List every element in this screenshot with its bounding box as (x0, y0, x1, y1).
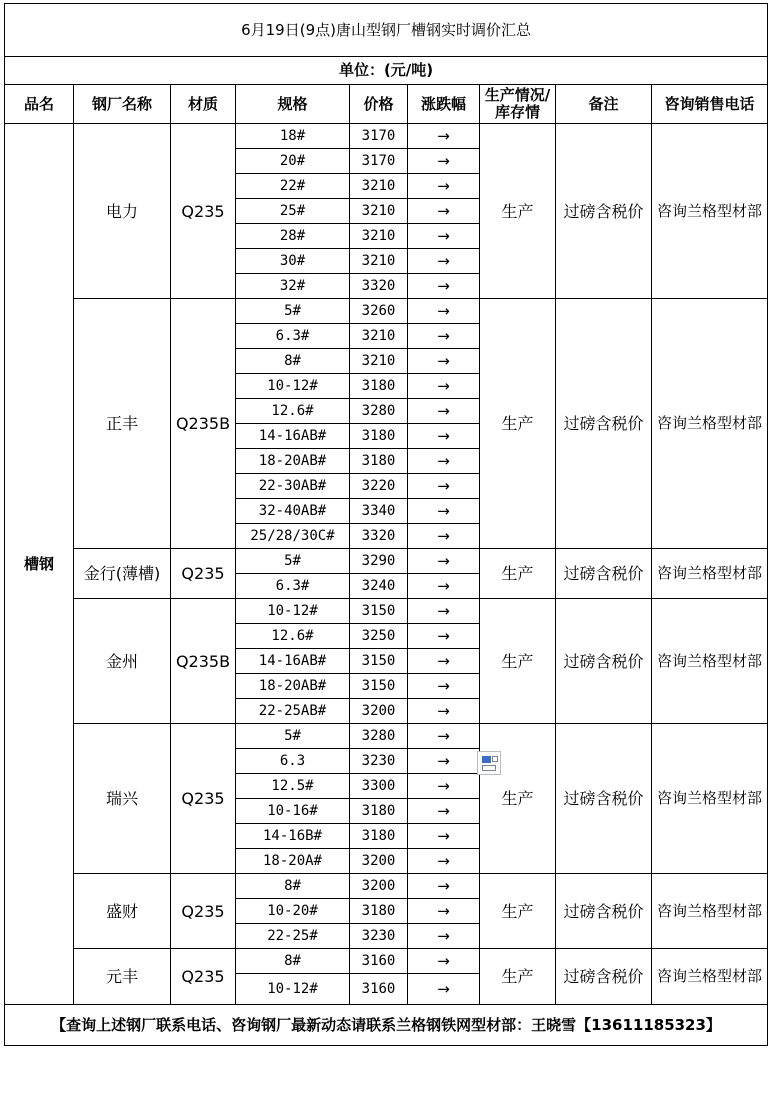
spec-cell: 22-30AB# (236, 474, 350, 499)
change-arrow-icon: → (408, 274, 480, 299)
price-sheet (4, 3, 767, 1046)
spec-cell: 18# (236, 124, 350, 149)
price-cell: 3280 (350, 399, 408, 424)
spec-cell: 12.6# (236, 399, 350, 424)
spec-cell: 22# (236, 174, 350, 199)
change-arrow-icon: → (408, 549, 480, 574)
production-status: 生产 (480, 124, 556, 299)
material-grade: Q235 (171, 874, 236, 949)
change-arrow-icon: → (408, 699, 480, 724)
header-price: 价格 (350, 85, 408, 124)
price-cell: 3180 (350, 424, 408, 449)
material-grade: Q235 (171, 724, 236, 874)
price-note: 过磅含税价 (556, 549, 652, 599)
spec-cell: 6.3 (236, 749, 350, 774)
spec-cell: 5# (236, 299, 350, 324)
header-status: 生产情况/库存情 (480, 85, 556, 124)
spec-cell: 10-16# (236, 799, 350, 824)
price-cell: 3280 (350, 724, 408, 749)
price-cell: 3200 (350, 849, 408, 874)
sales-contact: 咨询兰格型材部 (652, 549, 768, 599)
change-arrow-icon: → (408, 299, 480, 324)
change-arrow-icon: → (408, 249, 480, 274)
material-grade: Q235B (171, 299, 236, 549)
price-cell: 3290 (350, 549, 408, 574)
unit-label: 单位：(元/吨) (5, 57, 768, 85)
spec-cell: 5# (236, 549, 350, 574)
change-arrow-icon: → (408, 324, 480, 349)
price-cell: 3150 (350, 649, 408, 674)
spec-cell: 6.3# (236, 324, 350, 349)
change-arrow-icon: → (408, 849, 480, 874)
change-arrow-icon: → (408, 624, 480, 649)
production-status: 生产 (480, 874, 556, 949)
price-cell: 3210 (350, 324, 408, 349)
spec-cell: 10-12# (236, 374, 350, 399)
spec-cell: 10-12# (236, 974, 350, 1005)
mill-name: 金行(薄槽) (74, 549, 171, 599)
price-cell: 3300 (350, 774, 408, 799)
change-arrow-icon: → (408, 574, 480, 599)
price-cell: 3160 (350, 974, 408, 1005)
price-cell: 3230 (350, 749, 408, 774)
mill-name: 电力 (74, 124, 171, 299)
change-arrow-icon: → (408, 749, 480, 774)
mill-name: 正丰 (74, 299, 171, 549)
price-cell: 3150 (350, 599, 408, 624)
production-status: 生产 (480, 724, 556, 874)
change-arrow-icon: → (408, 449, 480, 474)
price-note: 过磅含税价 (556, 124, 652, 299)
spec-cell: 18-20AB# (236, 674, 350, 699)
spec-cell: 8# (236, 349, 350, 374)
price-table (4, 3, 768, 1046)
change-arrow-icon: → (408, 124, 480, 149)
price-cell: 3210 (350, 224, 408, 249)
change-arrow-icon: → (408, 174, 480, 199)
mill-name: 瑞兴 (74, 724, 171, 874)
price-cell: 3210 (350, 174, 408, 199)
header-note: 备注 (556, 85, 652, 124)
spec-cell: 25/28/30C# (236, 524, 350, 549)
price-cell: 3150 (350, 674, 408, 699)
header-product: 品名 (5, 85, 74, 124)
spec-cell: 18-20A# (236, 849, 350, 874)
price-note: 过磅含税价 (556, 874, 652, 949)
header-spec: 规格 (236, 85, 350, 124)
price-cell: 3170 (350, 124, 408, 149)
price-cell: 3340 (350, 499, 408, 524)
production-status: 生产 (480, 549, 556, 599)
change-arrow-icon: → (408, 599, 480, 624)
price-cell: 3320 (350, 524, 408, 549)
change-arrow-icon: → (408, 224, 480, 249)
price-cell: 3180 (350, 374, 408, 399)
price-cell: 3170 (350, 149, 408, 174)
table-row (5, 724, 768, 749)
change-arrow-icon: → (408, 899, 480, 924)
price-cell: 3180 (350, 449, 408, 474)
spec-cell: 6.3# (236, 574, 350, 599)
change-arrow-icon: → (408, 149, 480, 174)
header-change: 涨跌幅 (408, 85, 480, 124)
table-row (5, 599, 768, 624)
production-status: 生产 (480, 599, 556, 724)
material-grade: Q235B (171, 599, 236, 724)
sales-contact: 咨询兰格型材部 (652, 874, 768, 949)
spec-cell: 25# (236, 199, 350, 224)
price-cell: 3200 (350, 874, 408, 899)
spec-cell: 14-16B# (236, 824, 350, 849)
spec-cell: 28# (236, 224, 350, 249)
production-status: 生产 (480, 949, 556, 1005)
price-cell: 3230 (350, 924, 408, 949)
spec-cell: 10-12# (236, 599, 350, 624)
table-row (5, 874, 768, 899)
table-row (5, 124, 768, 149)
spec-cell: 30# (236, 249, 350, 274)
spec-cell: 14-16AB# (236, 424, 350, 449)
footer-contact-note: 【查询上述钢厂联系电话、咨询钢厂最新动态请联系兰格钢铁网型材部：王晓雪【13611185323】 (5, 1005, 768, 1046)
header-material: 材质 (171, 85, 236, 124)
product-name: 槽钢 (5, 124, 74, 1005)
spec-cell: 20# (236, 149, 350, 174)
table-row (5, 299, 768, 324)
change-arrow-icon: → (408, 774, 480, 799)
price-cell: 3240 (350, 574, 408, 599)
change-arrow-icon: → (408, 874, 480, 899)
header-contact: 咨询销售电话 (652, 85, 768, 124)
change-arrow-icon: → (408, 424, 480, 449)
header-row (5, 85, 768, 124)
paste-options-icon[interactable] (477, 751, 501, 775)
spec-cell: 32-40AB# (236, 499, 350, 524)
change-arrow-icon: → (408, 674, 480, 699)
header-mill: 钢厂名称 (74, 85, 171, 124)
material-grade: Q235 (171, 124, 236, 299)
price-cell: 3180 (350, 799, 408, 824)
spec-cell: 22-25# (236, 924, 350, 949)
spec-cell: 12.5# (236, 774, 350, 799)
price-cell: 3260 (350, 299, 408, 324)
sales-contact: 咨询兰格型材部 (652, 599, 768, 724)
change-arrow-icon: → (408, 499, 480, 524)
price-cell: 3220 (350, 474, 408, 499)
mill-name: 金州 (74, 599, 171, 724)
price-cell: 3200 (350, 699, 408, 724)
material-grade: Q235 (171, 549, 236, 599)
sales-contact: 咨询兰格型材部 (652, 724, 768, 874)
mill-name: 盛财 (74, 874, 171, 949)
price-cell: 3210 (350, 199, 408, 224)
spec-cell: 12.6# (236, 624, 350, 649)
price-cell: 3160 (350, 949, 408, 974)
price-cell: 3210 (350, 249, 408, 274)
change-arrow-icon: → (408, 349, 480, 374)
spec-cell: 8# (236, 874, 350, 899)
production-status: 生产 (480, 299, 556, 549)
price-cell: 3320 (350, 274, 408, 299)
change-arrow-icon: → (408, 374, 480, 399)
sales-contact: 咨询兰格型材部 (652, 299, 768, 549)
change-arrow-icon: → (408, 199, 480, 224)
spec-cell: 22-25AB# (236, 699, 350, 724)
spec-cell: 5# (236, 724, 350, 749)
sheet-title: 6月19日(9点)唐山型钢厂槽钢实时调价汇总 (5, 4, 768, 57)
price-cell: 3250 (350, 624, 408, 649)
spec-cell: 14-16AB# (236, 649, 350, 674)
spec-cell: 8# (236, 949, 350, 974)
change-arrow-icon: → (408, 724, 480, 749)
change-arrow-icon: → (408, 974, 480, 1005)
change-arrow-icon: → (408, 474, 480, 499)
material-grade: Q235 (171, 949, 236, 1005)
change-arrow-icon: → (408, 399, 480, 424)
change-arrow-icon: → (408, 524, 480, 549)
price-cell: 3180 (350, 824, 408, 849)
price-note: 过磅含税价 (556, 599, 652, 724)
sales-contact: 咨询兰格型材部 (652, 949, 768, 1005)
price-note: 过磅含税价 (556, 949, 652, 1005)
price-cell: 3210 (350, 349, 408, 374)
change-arrow-icon: → (408, 924, 480, 949)
table-row (5, 549, 768, 574)
table-row (5, 949, 768, 974)
change-arrow-icon: → (408, 949, 480, 974)
price-note: 过磅含税价 (556, 299, 652, 549)
spec-cell: 18-20AB# (236, 449, 350, 474)
change-arrow-icon: → (408, 799, 480, 824)
change-arrow-icon: → (408, 649, 480, 674)
spec-cell: 32# (236, 274, 350, 299)
price-note: 过磅含税价 (556, 724, 652, 874)
mill-name: 元丰 (74, 949, 171, 1005)
price-cell: 3180 (350, 899, 408, 924)
change-arrow-icon: → (408, 824, 480, 849)
spec-cell: 10-20# (236, 899, 350, 924)
sales-contact: 咨询兰格型材部 (652, 124, 768, 299)
